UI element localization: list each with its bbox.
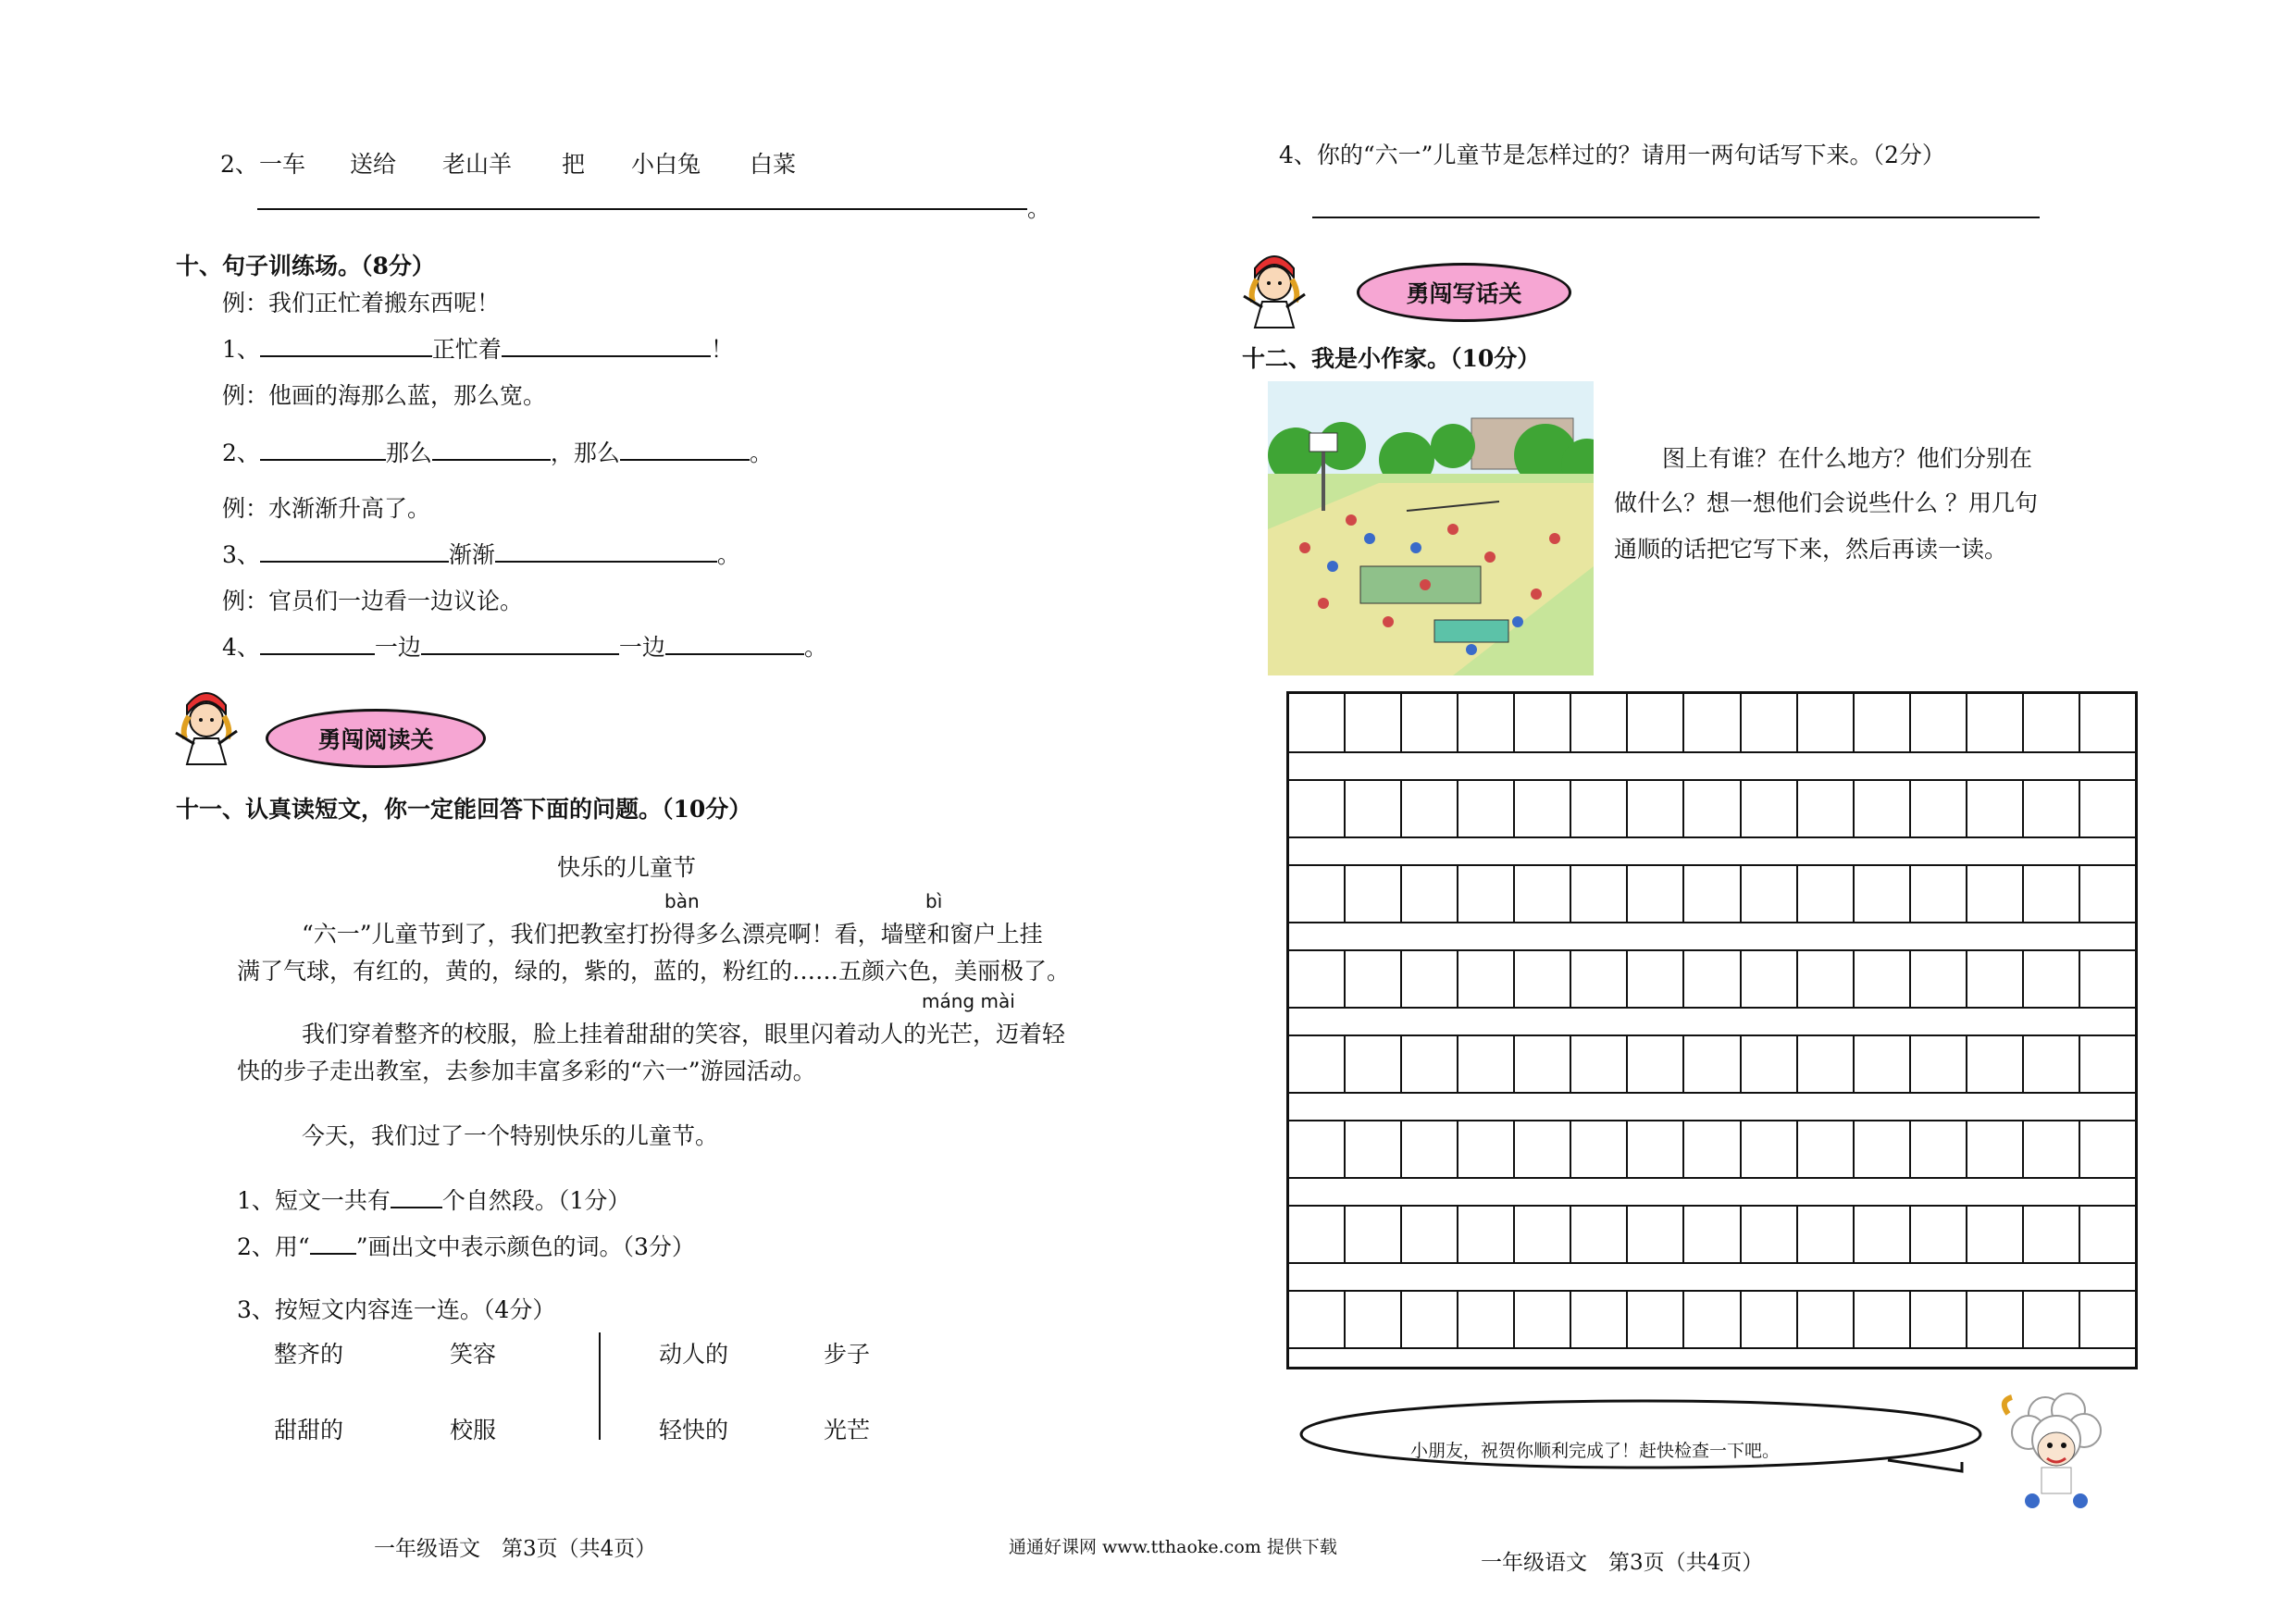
grid-cell[interactable] [1967,1205,2024,1262]
match-left-2[interactable]: 甜甜的 [274,1417,344,1443]
grid-cell[interactable] [1967,1035,2024,1092]
item-2: 2、 那么 ，那么 。 [222,440,773,466]
grid-cell[interactable] [1742,1205,1798,1262]
grid-cell[interactable] [1911,694,1967,751]
grid-cell[interactable] [1346,1290,1402,1347]
girl-mascot-icon [174,692,239,772]
grid-cell[interactable] [2080,1205,2135,1262]
grid-cell[interactable] [1402,949,1458,1007]
grid-cell[interactable] [1798,779,1855,836]
word-2: 送给 [350,151,397,178]
period: 。 [1027,195,1051,222]
grid-cell[interactable] [1628,1290,1684,1347]
grid-cell[interactable] [1855,1205,1911,1262]
grid-cell[interactable] [1458,949,1515,1007]
grid-line [1289,1007,2135,1009]
grid-cell[interactable] [2024,864,2080,922]
sheep-mascot-icon [1999,1386,2117,1510]
grid-line [1289,751,2135,753]
section-10-title: 十、句子训练场。（8分） [176,253,435,279]
grid-row[interactable] [1289,949,2135,1007]
center-footer: 通通好课网 www.tthaoke.com 提供下载 [1009,1537,1337,1557]
grid-cell[interactable] [1515,1205,1571,1262]
blank[interactable] [495,540,717,563]
grid-cell[interactable] [1628,864,1684,922]
item-4: 4、 一边 一边 。 [222,634,827,661]
grid-cell[interactable] [1798,1290,1855,1347]
match-left-1[interactable]: 整齐的 [274,1341,344,1368]
grid-cell[interactable] [1402,1035,1458,1092]
match-right-3[interactable]: 步子 [824,1341,871,1368]
grid-cell[interactable] [1571,1035,1628,1092]
grid-cell[interactable] [1684,1035,1741,1092]
section-11-title: 十一、认真读短文，你一定能回答下面的问题。（10分） [176,796,752,823]
grid-cell[interactable] [1911,949,1967,1007]
pinyin-bi: bì [925,890,943,912]
grid-cell[interactable] [1346,1205,1402,1262]
grid-cell[interactable] [2024,1205,2080,1262]
grid-cell[interactable] [1402,694,1458,751]
grid-cell[interactable] [1571,864,1628,922]
grid-cell[interactable] [1346,864,1402,922]
grid-cell[interactable] [1289,1205,1346,1262]
grid-cell[interactable] [1684,694,1741,751]
prompt-line-2: 做什么？想一想他们会说些什么 ？用几句 [1614,489,2038,516]
grid-cell[interactable] [1742,694,1798,751]
speech-bubble [1296,1395,1992,1477]
grid-cell[interactable] [1515,949,1571,1007]
grid-cell[interactable] [1628,694,1684,751]
question-3: 3、按短文内容连一连。（4分） [237,1296,556,1323]
blank[interactable] [391,1186,442,1208]
grid-cell[interactable] [2024,1035,2080,1092]
grid-line [1289,922,2135,923]
answer-line[interactable] [257,208,1027,210]
grid-cell[interactable] [1515,779,1571,836]
pinyin-mangmai: máng mài [922,990,1015,1012]
bubble-text: 小朋友，祝贺你顺利完成了！赶快检查一下吧。 [1410,1441,1781,1461]
grid-cell[interactable] [1458,779,1515,836]
grid-cell[interactable] [1402,864,1458,922]
blank[interactable] [310,1233,356,1255]
blank[interactable] [260,633,375,655]
match-right-1[interactable]: 笑容 [450,1341,497,1368]
grid-cell[interactable] [2024,779,2080,836]
para-2-line-2: 快的步子走出教室，去参加丰富多彩的“六一”游园活动。 [237,1058,816,1084]
grid-row[interactable] [1289,1205,2135,1262]
blank[interactable] [260,335,432,357]
blank[interactable] [260,540,449,563]
grid-cell[interactable] [1628,1205,1684,1262]
grid-cell[interactable] [1458,1035,1515,1092]
grid-cell[interactable] [2080,949,2135,1007]
grid-cell[interactable] [1798,949,1855,1007]
grid-cell[interactable] [1855,1120,1911,1177]
word-6: 白菜 [750,151,797,178]
grid-cell[interactable] [1684,949,1741,1007]
grid-cell[interactable] [1346,1035,1402,1092]
grid-cell[interactable] [1571,779,1628,836]
right-footer: 一年级语文 第3页（共4页） [1481,1551,1764,1575]
grid-cell[interactable] [1289,949,1346,1007]
para-1-line-1: “六一”儿童节到了，我们把教室打扮得多么漂亮啊！看，墙壁和窗户上挂 [302,921,1043,948]
grid-cell[interactable] [1571,1120,1628,1177]
grid-cell[interactable] [1571,694,1628,751]
word-5: 小白兔 [631,151,701,178]
grid-cell[interactable] [1571,949,1628,1007]
grid-cell[interactable] [1855,864,1911,922]
grid-cell[interactable] [1798,1205,1855,1262]
q9-item2-num: 2、 [220,151,258,178]
grid-cell[interactable] [1855,779,1911,836]
para-2-line-1: 我们穿着整齐的校服，脸上挂着甜甜的笑容，眼里闪着动人的光芒，迈着轻 [302,1021,1066,1047]
para-1-line-2: 满了气球，有红的，黄的，绿的，紫的，蓝的，粉红的……五颜六色，美丽极了。 [237,958,1071,985]
grid-cell[interactable] [1967,864,2024,922]
grid-cell[interactable] [1458,1290,1515,1347]
grid-cell[interactable] [1458,864,1515,922]
grid-row[interactable] [1289,694,2135,751]
section-12-title: 十二、我是小作家。（10分） [1242,345,1541,372]
grid-cell[interactable] [1911,779,1967,836]
grid-cell[interactable] [1742,1290,1798,1347]
prompt-line-1: 图上有谁？在什么地方？他们分别在 [1662,445,2033,472]
grid-line [1289,1092,2135,1094]
story-title: 快乐的儿童节 [557,854,697,881]
item-3: 3、 渐渐 。 [222,541,740,568]
item-1: 1、 正忙着 ！ [222,336,734,363]
grid-cell[interactable] [1911,1205,1967,1262]
reading-banner: 勇闯阅读关 [266,709,486,768]
grid-cell[interactable] [1571,1205,1628,1262]
grid-cell[interactable] [1289,694,1346,751]
para-3: 今天，我们过了一个特别快乐的儿童节。 [302,1122,719,1149]
grid-cell[interactable] [1684,1290,1741,1347]
grid-cell[interactable] [1742,1120,1798,1177]
grid-cell[interactable] [1911,1290,1967,1347]
grid-line [1289,836,2135,838]
grid-cell[interactable] [1967,694,2024,751]
grid-cell[interactable] [2024,949,2080,1007]
grid-cell[interactable] [1289,1290,1346,1347]
grid-cell[interactable] [1855,1035,1911,1092]
grid-cell[interactable] [2080,694,2135,751]
question-4: 4、你的“六一”儿童节是怎样过的？请用一两句话写下来。（2分） [1279,142,1945,168]
grid-cell[interactable] [1742,1035,1798,1092]
grid-cell[interactable] [1458,1205,1515,1262]
grid-cell[interactable] [2080,1120,2135,1177]
grid-cell[interactable] [2024,1120,2080,1177]
match-right-4[interactable]: 光芒 [824,1417,871,1443]
grid-cell[interactable] [1855,1290,1911,1347]
grid-cell[interactable] [1515,1290,1571,1347]
grid-cell[interactable] [1684,1205,1741,1262]
grid-cell[interactable] [1798,864,1855,922]
answer-line[interactable] [1312,217,2040,218]
match-left-4[interactable]: 轻快的 [659,1417,729,1443]
blank[interactable] [421,633,619,655]
grid-cell[interactable] [2024,694,2080,751]
grid-row[interactable] [1289,1290,2135,1347]
grid-cell[interactable] [1289,1035,1346,1092]
example-4: 例：官员们一边看一边议论。 [222,588,524,614]
grid-cell[interactable] [1742,949,1798,1007]
grid-cell[interactable] [1402,1120,1458,1177]
grid-cell[interactable] [1515,1035,1571,1092]
divider [599,1332,601,1440]
blank[interactable] [432,439,551,461]
grid-row[interactable] [1289,864,2135,922]
left-footer: 一年级语文 第3页（共4页） [374,1537,657,1561]
girl-mascot-icon [1242,255,1307,335]
grid-cell[interactable] [1458,1120,1515,1177]
match-right-2[interactable]: 校服 [450,1417,497,1443]
grid-cell[interactable] [1798,1120,1855,1177]
writing-grid[interactable] [1286,691,2138,1369]
example-2: 例：他画的海那么蓝，那么宽。 [222,382,547,409]
grid-cell[interactable] [1911,1120,1967,1177]
grid-cell[interactable] [1515,694,1571,751]
grid-cell[interactable] [2080,1035,2135,1092]
writing-banner: 勇闯写话关 [1357,263,1571,322]
grid-line [1289,1177,2135,1179]
grid-cell[interactable] [1346,949,1402,1007]
playground-illustration [1268,381,1594,675]
grid-cell[interactable] [1855,694,1911,751]
grid-cell[interactable] [1628,1035,1684,1092]
grid-cell[interactable] [1515,864,1571,922]
grid-row[interactable] [1289,1035,2135,1092]
grid-cell[interactable] [1684,1120,1741,1177]
word-4: 把 [562,151,586,178]
grid-cell[interactable] [1571,1290,1628,1347]
question-1: 1、短文一共有 个自然段。（1分） [237,1187,631,1214]
grid-cell[interactable] [1346,1120,1402,1177]
grid-cell[interactable] [2080,1290,2135,1347]
prompt-line-3: 通顺的话把它写下来，然后再读一读。 [1614,536,2008,563]
match-left-3[interactable]: 动人的 [659,1341,729,1368]
grid-line [1289,1262,2135,1264]
grid-cell[interactable] [2080,864,2135,922]
grid-cell[interactable] [1628,779,1684,836]
grid-cell[interactable] [1911,864,1967,922]
grid-cell[interactable] [1911,1035,1967,1092]
blank[interactable] [665,633,804,655]
grid-cell[interactable] [1742,779,1798,836]
grid-cell[interactable] [1967,1120,2024,1177]
grid-cell[interactable] [1628,949,1684,1007]
grid-cell[interactable] [1798,1035,1855,1092]
grid-line [1289,1347,2135,1349]
grid-cell[interactable] [1855,949,1911,1007]
grid-cell[interactable] [1967,949,2024,1007]
blank[interactable] [502,335,711,357]
grid-cell[interactable] [1628,1120,1684,1177]
grid-cell[interactable] [1515,1120,1571,1177]
grid-cell[interactable] [1458,694,1515,751]
grid-cell[interactable] [2080,779,2135,836]
grid-cell[interactable] [1289,1120,1346,1177]
grid-cell[interactable] [1346,694,1402,751]
grid-cell[interactable] [1289,779,1346,836]
grid-row[interactable] [1289,1120,2135,1177]
grid-cell[interactable] [2024,1290,2080,1347]
pinyin-ban: bàn [664,890,700,912]
word-1: 一车 [259,151,306,178]
grid-cell[interactable] [1798,694,1855,751]
grid-row[interactable] [1289,779,2135,836]
grid-cell[interactable] [1684,779,1741,836]
grid-cell[interactable] [1346,779,1402,836]
blank[interactable] [620,439,750,461]
grid-cell[interactable] [1684,864,1741,922]
grid-cell[interactable] [1402,1205,1458,1262]
example-1: 例：我们正忙着搬东西呢！ [222,290,501,316]
example-3: 例：水渐渐升高了。 [222,495,431,522]
grid-cell[interactable] [1289,864,1346,922]
question-2: 2、用“ ”画出文中表示颜色的词。（3分） [237,1233,695,1260]
blank[interactable] [260,439,386,461]
word-3: 老山羊 [442,151,513,178]
grid-cell[interactable] [1967,779,2024,836]
grid-cell[interactable] [1402,779,1458,836]
grid-cell[interactable] [1967,1290,2024,1347]
grid-cell[interactable] [1402,1290,1458,1347]
grid-cell[interactable] [1742,864,1798,922]
